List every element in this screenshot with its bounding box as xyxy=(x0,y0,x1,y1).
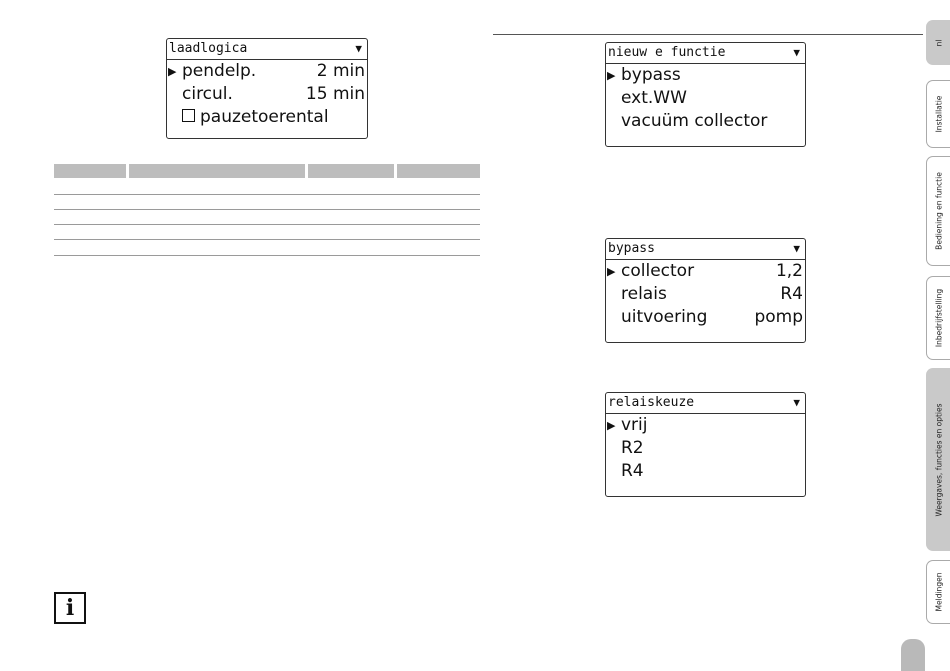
row-label: uitvoering xyxy=(621,307,708,327)
lcd-relaiskeuze xyxy=(605,392,806,497)
table-row-divider xyxy=(54,224,480,225)
tab-nl[interactable] xyxy=(926,20,950,65)
lcd-nieuwe-functie xyxy=(605,42,806,147)
lcd-laadlogica xyxy=(166,38,368,139)
menu-row xyxy=(606,460,805,483)
info-icon: i xyxy=(54,592,86,624)
tab-installatie[interactable] xyxy=(926,80,950,148)
row-label: pendelp. xyxy=(182,61,257,81)
table-header-cell xyxy=(397,164,480,178)
page-number-badge xyxy=(901,639,925,671)
cursor-icon: ▶ xyxy=(168,65,177,78)
dropdown-icon: ▼ xyxy=(355,42,362,55)
row-value: 1,2 xyxy=(775,261,803,281)
menu-row xyxy=(167,106,367,129)
row-label: bypass xyxy=(621,65,681,85)
row-label: vrij xyxy=(621,415,648,435)
dropdown-icon: ▼ xyxy=(793,242,800,255)
row-label: ext.WW xyxy=(621,88,687,108)
table-row-divider xyxy=(54,239,480,240)
table-row-divider xyxy=(54,209,480,210)
row-value: R4 xyxy=(780,284,803,304)
menu-row xyxy=(167,60,367,83)
row-checkbox xyxy=(182,106,329,129)
row-label: collector xyxy=(621,261,695,281)
dropdown-icon: ▼ xyxy=(793,396,800,409)
table-header-cell xyxy=(54,164,126,178)
lcd-title-text: laadlogica xyxy=(169,41,248,56)
row-label: vacuüm collector xyxy=(621,111,768,131)
table-header-cell xyxy=(308,164,394,178)
menu-row xyxy=(606,283,805,306)
row-value: 2 min xyxy=(316,61,365,81)
lcd-title xyxy=(167,39,367,60)
tab-inbedrijfstelling[interactable] xyxy=(926,276,950,360)
cursor-icon: ▶ xyxy=(607,265,616,278)
menu-row xyxy=(167,83,367,106)
menu-row xyxy=(606,306,805,329)
dropdown-icon: ▼ xyxy=(793,46,800,59)
tab-meldingen[interactable] xyxy=(926,560,950,624)
menu-row xyxy=(606,260,805,283)
tab-label: Bediening en functie xyxy=(934,172,943,250)
tab-label: Weergaves, functies en opties xyxy=(934,402,943,517)
lcd-title-text: nieuw e functie xyxy=(608,45,726,60)
checkbox-icon xyxy=(182,109,195,122)
table-row-divider xyxy=(54,194,480,195)
lcd-title xyxy=(606,393,805,414)
tab-label: Installatie xyxy=(934,95,943,133)
table-row-divider xyxy=(54,255,480,256)
row-value: pomp xyxy=(754,307,803,327)
cursor-icon: ▶ xyxy=(607,69,616,82)
row-label: R4 xyxy=(621,461,644,481)
tab-label: nl xyxy=(934,39,943,46)
menu-row xyxy=(606,414,805,437)
lcd-title xyxy=(606,43,805,64)
lcd-title-text: bypass xyxy=(608,241,655,256)
table-header-cell xyxy=(129,164,305,178)
lcd-bypass xyxy=(605,238,806,343)
lcd-title xyxy=(606,239,805,260)
menu-row xyxy=(606,87,805,110)
row-label: pauzetoerental xyxy=(200,107,329,127)
tab-label: Meldingen xyxy=(934,572,943,612)
row-label: R2 xyxy=(621,438,644,458)
menu-row xyxy=(606,64,805,87)
header-rule xyxy=(493,34,923,35)
tab-label: Inbedrijfstelling xyxy=(934,288,943,348)
row-label: relais xyxy=(621,284,667,304)
lcd-title-text: relaiskeuze xyxy=(608,395,695,410)
cursor-icon: ▶ xyxy=(607,419,616,432)
tab-weergaves-functies-en-opties[interactable] xyxy=(926,368,950,551)
menu-row xyxy=(606,110,805,133)
row-value: 15 min xyxy=(305,84,365,104)
menu-row xyxy=(606,437,805,460)
row-label: circul. xyxy=(182,84,233,104)
tab-bediening-en-functie[interactable] xyxy=(926,156,950,266)
